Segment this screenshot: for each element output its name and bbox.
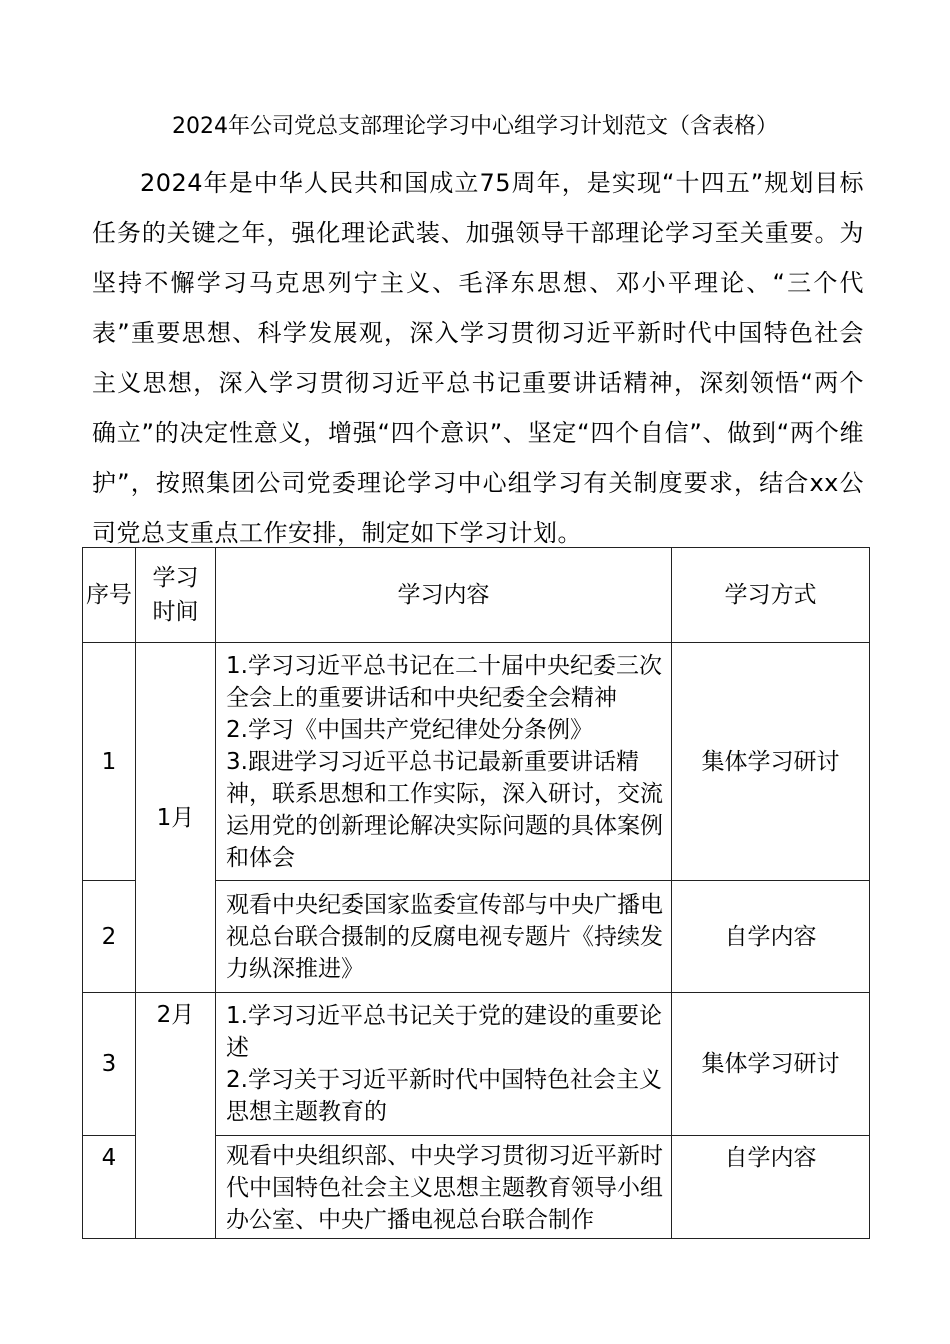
row-method: 自学内容 xyxy=(672,1136,870,1239)
row-content xyxy=(216,643,672,881)
document-title: 2024年公司党总支部理论学习中心组学习计划范文（含表格） xyxy=(172,114,778,139)
row-number: 1 xyxy=(83,643,136,881)
content-line: 2.学习《中国共产党纪律处分条例》 xyxy=(226,716,593,743)
row-number: 4 xyxy=(83,1136,136,1239)
header-time: 学习时间 xyxy=(136,548,216,643)
row-method: 集体学习研讨 xyxy=(672,643,870,881)
table-row xyxy=(83,993,870,1136)
table-row xyxy=(83,643,870,881)
content-line: 1.学习习近平总书记在二十届中央纪委三次全会上的重要讲话和中央纪委全会精神 xyxy=(226,652,662,711)
row-number: 2 xyxy=(83,881,136,993)
content-line: 观看中央纪委国家监委宣传部与中央广播电视总台联合摄制的反腐电视专题片《持续发力纵深推进》 xyxy=(226,891,663,982)
row-method: 自学内容 xyxy=(672,881,870,993)
header-content: 学习内容 xyxy=(216,548,672,643)
month-cell: 1月 xyxy=(136,643,216,993)
intro-paragraph: 2024年是中华人民共和国成立75周年，是实现“十四五”规划目标任务的关键之年，强化理论武装、加强领导干部理论学习至关重要。为坚持不懈学习马克思列宁主义、毛泽东思想、邓小平理论、“三个代表”重要思想、科学发展观，深入学习贯彻习近平新时代中国特色社会主义思想，深入学习贯彻习近平总书记重要讲话精神，深刻领悟“两个确立”的决定性意义，增强“四个意识”、坚定“四个自信”、做到“两个维护”，按照集团公司党委理论学习中心组学习有关制度要求，结合xx公司党总支重点工作安排，制定如下学习计划。 xyxy=(92,169,864,547)
content-line: 观看中央组织部、中央学习贯彻习近平新时代中国特色社会主义思想主题教育领导小组办公室、中央广播电视总台联合制作 xyxy=(226,1143,663,1233)
content-line: 3.跟进学习习近平总书记最新重要讲话精神，联系思想和工作实际，深入研讨，交流运用党的创新理论解决实际问题的具体案例和体会 xyxy=(226,748,663,871)
month-cell: 2月 xyxy=(136,993,216,1239)
row-content xyxy=(216,1136,672,1239)
content-line: 1.学习习近平总书记关于党的建设的重要论述 xyxy=(226,1003,662,1061)
table-header-row xyxy=(83,548,870,643)
row-method: 集体学习研讨 xyxy=(672,993,870,1136)
header-no: 序号 xyxy=(83,548,136,643)
content-line: 2.学习关于习近平新时代中国特色社会主义思想主题教育的 xyxy=(226,1067,662,1125)
study-plan-table xyxy=(82,547,870,1239)
row-content xyxy=(216,993,672,1136)
row-number: 3 xyxy=(83,993,136,1136)
row-content xyxy=(216,881,672,993)
header-method: 学习方式 xyxy=(672,548,870,643)
